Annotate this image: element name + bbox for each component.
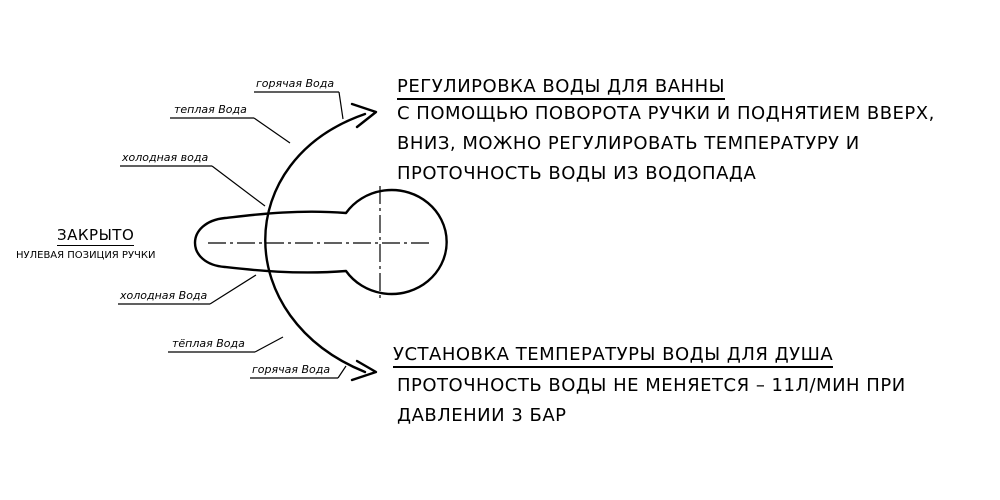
leader-upper-hot [339,92,343,119]
leader-upper-warm [254,118,290,143]
shower-line-2: ДАВЛЕНИИ 3 БАР [397,405,567,426]
label-upper-cold: холодная вода [122,151,209,164]
label-lower-cold: холодная Вода [120,289,208,302]
label-lower-hot: горячая Вода [252,363,331,376]
closed-subtitle: НУЛЕВАЯ ПОЗИЦИЯ РУЧКИ [16,250,156,261]
leader-upper-cold [212,166,265,206]
leader-lower-cold [210,275,256,304]
leader-lower-hot [338,366,346,378]
leader-lower-warm [255,337,283,352]
label-upper-hot: горячая Вода [256,77,335,90]
bath-line-3: ПРОТОЧНОСТЬ ВОДЫ ИЗ ВОДОПАДА [397,163,757,184]
label-lower-warm: тёплая Вода [172,337,245,350]
label-upper-warm: теплая Вода [174,103,247,116]
handle-outline [195,190,447,294]
shower-line-1: ПРОТОЧНОСТЬ ВОДЫ НЕ МЕНЯЕТСЯ – 11Л/МИН ПРИ [397,375,906,396]
bath-line-1: С ПОМОЩЬЮ ПОВОРОТА РУЧКИ И ПОДНЯТИЕМ ВВЕРХ, [397,103,935,124]
bath-title: РЕГУЛИРОВКА ВОДЫ ДЛЯ ВАННЫ [397,76,725,100]
closed-title: ЗАКРЫТО [57,226,135,244]
bath-line-2: ВНИЗ, МОЖНО РЕГУЛИРОВАТЬ ТЕМПЕРАТУРУ И [397,133,860,154]
shower-title: УСТАНОВКА ТЕМПЕРАТУРЫ ВОДЫ ДЛЯ ДУША [393,344,833,368]
